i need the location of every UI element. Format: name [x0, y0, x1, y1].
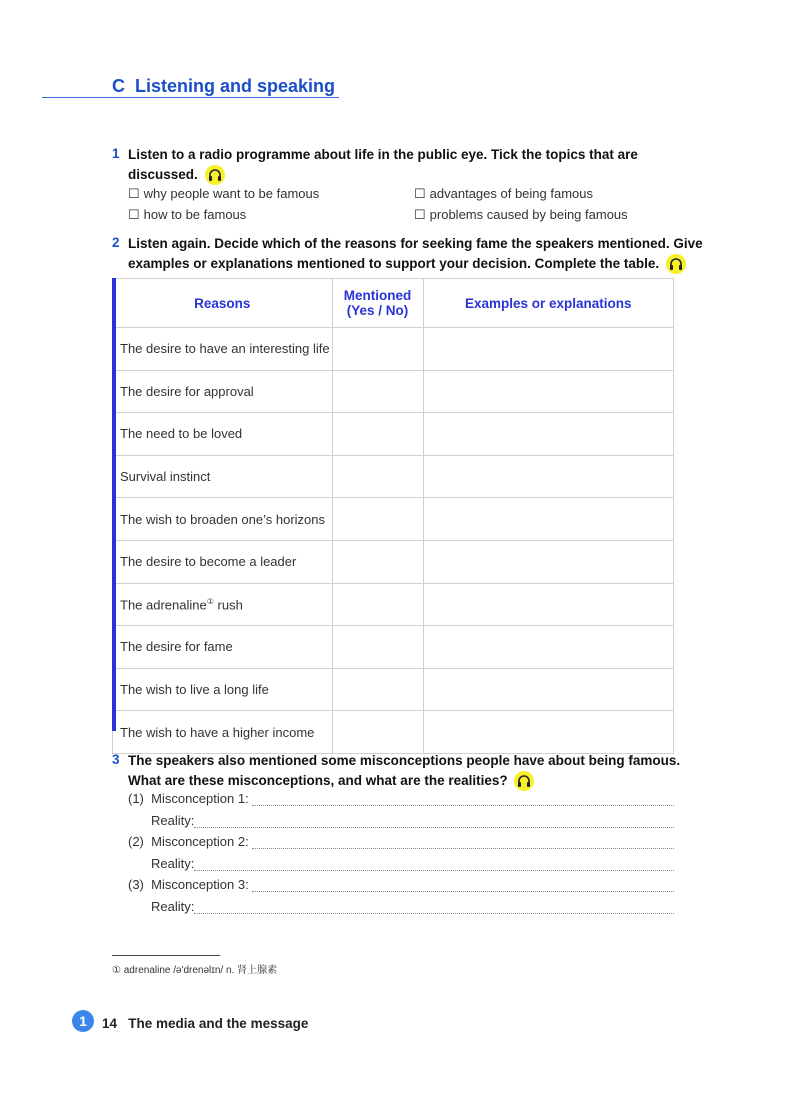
- header-mentioned-line1: Mentioned: [343, 288, 412, 303]
- examples-cell[interactable]: [423, 583, 674, 626]
- reason-cell: The wish to broaden one’s horizons: [113, 498, 333, 541]
- section-divider: [42, 97, 339, 98]
- table-row: [113, 626, 674, 669]
- question-2-line1: Listen again. Decide which of the reasons for seeking fame the speakers mentioned. Give: [128, 236, 703, 251]
- misconception-1-answer-line[interactable]: [252, 793, 674, 806]
- table-row: [113, 668, 674, 711]
- mentioned-cell[interactable]: [332, 370, 423, 413]
- reason-cell: The desire to have an interesting life: [113, 328, 333, 371]
- option-label: advantages of being famous: [429, 186, 593, 201]
- headphones-icon[interactable]: [205, 165, 225, 185]
- misconception-1-row: [128, 791, 249, 806]
- option-2[interactable]: [414, 186, 593, 202]
- checkbox-icon[interactable]: ☐: [128, 186, 140, 201]
- headphones-icon[interactable]: [514, 771, 534, 791]
- examples-cell[interactable]: [423, 711, 674, 754]
- question-1-text: [128, 145, 688, 185]
- mentioned-cell[interactable]: [332, 498, 423, 541]
- mentioned-cell[interactable]: [332, 540, 423, 583]
- examples-cell[interactable]: [423, 370, 674, 413]
- footnote-divider: [112, 955, 220, 956]
- reality-3-row: [151, 899, 194, 914]
- mentioned-cell[interactable]: [332, 455, 423, 498]
- mentioned-cell[interactable]: [332, 626, 423, 669]
- examples-cell[interactable]: [423, 413, 674, 456]
- reason-cell: The desire for approval: [113, 370, 333, 413]
- question-3-line1: The speakers also mentioned some misconceptions people have about being famous.: [128, 753, 681, 768]
- table-row: [113, 455, 674, 498]
- option-label: problems caused by being famous: [429, 207, 628, 222]
- table-row: [113, 370, 674, 413]
- reality-3-answer-line[interactable]: [194, 901, 674, 914]
- question-number: 2: [112, 235, 120, 250]
- option-3[interactable]: [128, 207, 246, 223]
- reality-1-row: [151, 813, 194, 828]
- misconception-label: Misconception 1:: [151, 791, 249, 806]
- table-row: [113, 328, 674, 371]
- question-2-line2: [128, 254, 708, 274]
- table-row: [113, 711, 674, 754]
- page-footer: [102, 1016, 308, 1031]
- question-2: [112, 234, 120, 252]
- section-letter: C: [112, 76, 125, 96]
- mentioned-cell[interactable]: [332, 583, 423, 626]
- reality-2-row: [151, 856, 194, 871]
- reason-cell: The wish to live a long life: [113, 668, 333, 711]
- section-title-text: Listening and speaking: [135, 76, 336, 96]
- misconception-2-row: [128, 834, 249, 849]
- mentioned-cell[interactable]: [332, 328, 423, 371]
- reality-2-answer-line[interactable]: [194, 858, 674, 871]
- reason-adrenaline: The adrenaline: [120, 597, 207, 613]
- checkbox-icon[interactable]: ☐: [128, 207, 140, 222]
- reason-cell: The desire to become a leader: [113, 540, 333, 583]
- reality-label: Reality:: [151, 899, 195, 914]
- reason-cell: Survival instinct: [113, 455, 333, 498]
- question-1-line2: [128, 165, 688, 185]
- question-3-line2: [128, 771, 708, 791]
- header-examples: Examples or explanations: [423, 279, 674, 328]
- question-3-line2-text: What are these misconceptions, and what are the realities?: [128, 773, 508, 788]
- option-1[interactable]: [128, 186, 319, 202]
- misconception-3-answer-line[interactable]: [252, 879, 674, 892]
- question-1-line2-text: discussed.: [128, 167, 198, 182]
- reason-cell: The desire for fame: [113, 626, 333, 669]
- table-row: [113, 413, 674, 456]
- question-3-text: [128, 751, 708, 791]
- examples-cell[interactable]: [423, 668, 674, 711]
- table-row: [113, 498, 674, 541]
- examples-cell[interactable]: [423, 626, 674, 669]
- misconception-label: Misconception 3:: [151, 877, 249, 892]
- section-title: [112, 76, 335, 97]
- question-1: [112, 145, 120, 163]
- misconception-3-row: [128, 877, 249, 892]
- item-number: (1): [128, 791, 144, 806]
- table-accent-bar: [112, 278, 116, 731]
- reason-cell: The wish to have a higher income: [113, 711, 333, 754]
- question-number: 1: [112, 146, 120, 161]
- examples-cell[interactable]: [423, 328, 674, 371]
- question-2-line2-text: examples or explanations mentioned to support your decision. Complete the table.: [128, 256, 660, 271]
- mentioned-cell[interactable]: [332, 413, 423, 456]
- footnote: ① adrenaline /ə'drenəlɪn/ n. 肾上腺素: [112, 965, 278, 976]
- headphones-icon[interactable]: [666, 254, 686, 274]
- page-number: 14: [102, 1016, 118, 1031]
- option-label: how to be famous: [143, 207, 247, 222]
- reasons-table: [112, 278, 674, 754]
- header-reasons: Reasons: [113, 279, 333, 328]
- question-number: 3: [112, 752, 120, 767]
- reality-label: Reality:: [151, 813, 195, 828]
- option-4[interactable]: [414, 207, 628, 223]
- mentioned-cell[interactable]: [332, 668, 423, 711]
- misconception-label: Misconception 2:: [151, 834, 249, 849]
- checkbox-icon[interactable]: ☐: [414, 207, 426, 222]
- table-header-row: [113, 279, 674, 328]
- unit-badge: 1: [72, 1010, 94, 1032]
- table-row: [113, 540, 674, 583]
- header-mentioned: [332, 279, 423, 328]
- unit-title: The media and the message: [128, 1016, 309, 1031]
- reason-cell: [113, 583, 333, 626]
- option-label: why people want to be famous: [143, 186, 320, 201]
- reality-1-answer-line[interactable]: [194, 815, 674, 828]
- reason-adrenaline-suffix: rush: [213, 597, 243, 613]
- checkbox-icon[interactable]: ☐: [414, 186, 426, 201]
- item-number: (3): [128, 877, 144, 892]
- item-number: (2): [128, 834, 144, 849]
- reality-label: Reality:: [151, 856, 195, 871]
- examples-cell[interactable]: [423, 455, 674, 498]
- question-2-text: [128, 234, 708, 274]
- misconception-2-answer-line[interactable]: [252, 836, 674, 849]
- question-3: [112, 751, 120, 769]
- mentioned-cell[interactable]: [332, 711, 423, 754]
- header-mentioned-line2: (Yes / No): [346, 303, 409, 318]
- examples-cell[interactable]: [423, 540, 674, 583]
- footnote-marker: ①: [206, 596, 214, 606]
- examples-cell[interactable]: [423, 498, 674, 541]
- table-row: [113, 583, 674, 626]
- question-1-line1: Listen to a radio programme about life in the public eye. Tick the topics that are: [128, 147, 638, 162]
- reason-cell: The need to be loved: [113, 413, 333, 456]
